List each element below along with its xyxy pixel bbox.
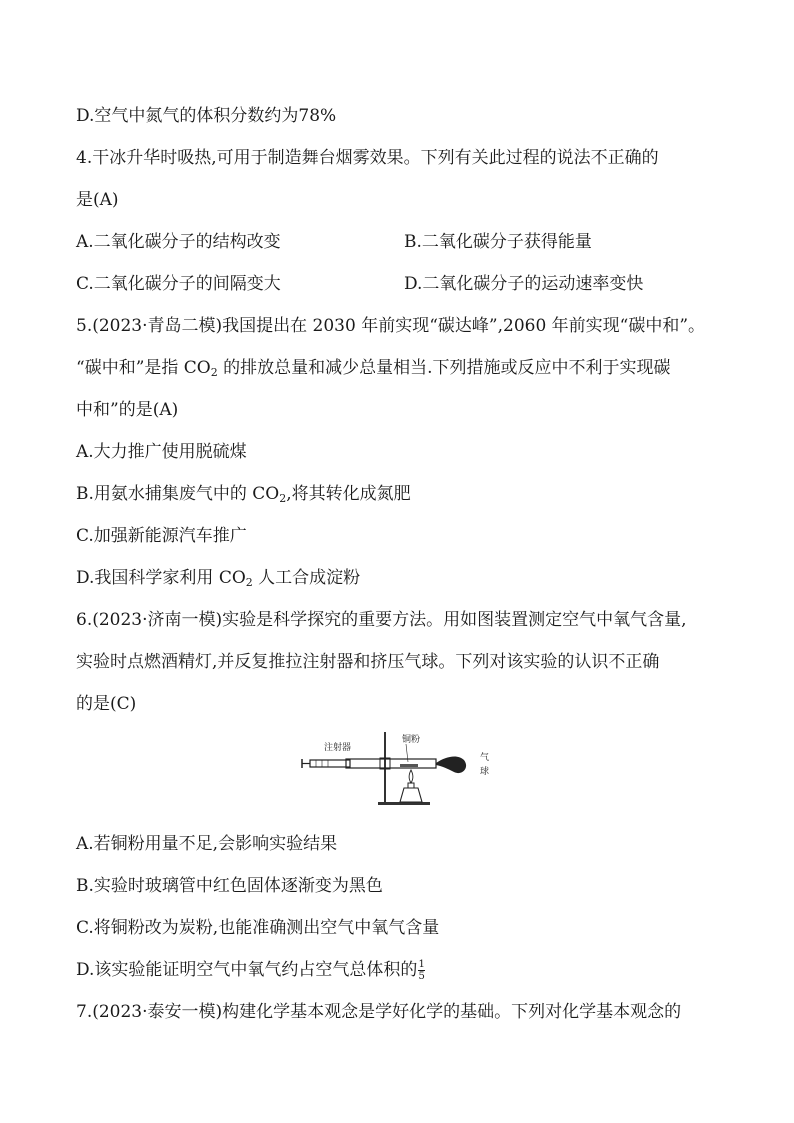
q6-option-a: A.若铜粉用量不足,会影响实验结果: [76, 834, 338, 854]
q6-stem-line-2: 实验时点燃酒精灯,并反复推拉注射器和挤压气球。下列对该实验的认识不正确: [76, 652, 660, 672]
q6-option-d-text: D.该实验能证明空气中氧气约占空气总体积的: [76, 960, 418, 980]
balloon: [436, 756, 466, 773]
q6-option-c: C.将铜粉改为炭粉,也能准确测出空气中氧气含量: [76, 918, 440, 938]
subscript: 2: [210, 366, 218, 379]
q4-options-ab: [76, 230, 592, 254]
q3-option-d: D.空气中氮气的体积分数约为78%: [76, 106, 337, 126]
label-syringe: 注射器: [324, 743, 352, 753]
q6-option-b: B.实验时玻璃管中红色固体逐渐变为黑色: [76, 876, 383, 896]
q5-option-d: [76, 566, 360, 590]
q5-option-d-text-cont: 人工合成淀粉: [252, 568, 361, 588]
apparatus-figure: [296, 728, 496, 812]
q5-stem-text: “碳中和”是指 CO: [76, 358, 211, 378]
glass-tube: [346, 759, 436, 768]
q5-option-a: A.大力推广使用脱硫煤: [76, 442, 247, 462]
subscript: 2: [279, 492, 287, 505]
q4-stem-line-2: 是(A): [76, 190, 119, 210]
q6-stem-line-3: 的是(C): [76, 694, 137, 714]
q4-stem-line-1: 4.干冰升华时吸热,可用于制造舞台烟雾效果。下列有关此过程的说法不正确的: [76, 148, 659, 168]
fraction-numerator: 1: [418, 959, 425, 970]
q5-stem-line-2: [76, 356, 671, 380]
label-balloon-1: 气: [480, 753, 490, 763]
q4-option-c: C.二氧化碳分子的间隔变大: [76, 274, 281, 294]
q5-stem-text-cont: 的排放总量和减少总量相当.下列措施或反应中不利于实现碳: [217, 358, 671, 378]
alcohol-lamp: [400, 788, 422, 802]
q6-stem-line-1: 6.(2023·济南一模)实验是科学探究的重要方法。用如图装置测定空气中氧气含量,: [76, 610, 687, 630]
label-balloon-2: 球: [480, 767, 490, 777]
q5-stem-line-3: 中和”的是(A): [76, 400, 179, 420]
q5-option-d-text: D.我国科学家利用 CO: [76, 568, 246, 588]
fraction-denominator: 5: [418, 971, 425, 982]
q5-option-b-text: B.用氨水捕集废气中的 CO: [76, 484, 280, 504]
q5-option-c: C.加强新能源汽车推广: [76, 526, 247, 546]
q7-stem-line-1: 7.(2023·泰安一模)构建化学基本观念是学好化学的基础。下列对化学基本观念的: [76, 1002, 682, 1022]
q6-option-d: [76, 958, 425, 982]
subscript: 2: [245, 576, 253, 589]
lamp-flame: [409, 770, 413, 783]
q4-option-b: B.二氧化碳分子获得能量: [404, 232, 592, 252]
q4-option-a: A.二氧化碳分子的结构改变: [76, 232, 281, 252]
fraction: [418, 959, 424, 982]
q5-option-b: [76, 482, 411, 506]
apparatus-diagram: [296, 728, 496, 812]
q4-options-cd: [76, 272, 644, 296]
q4-option-d: D.二氧化碳分子的运动速率变快: [404, 274, 644, 294]
q5-stem-line-1: 5.(2023·青岛二模)我国提出在 2030 年前实现“碳达峰”,2060 年前实现“碳中和”。: [76, 316, 706, 336]
q5-option-b-text-cont: ,将其转化成氮肥: [286, 484, 411, 504]
copper-powder: [400, 764, 418, 767]
label-copper: 铜粉: [402, 735, 421, 745]
